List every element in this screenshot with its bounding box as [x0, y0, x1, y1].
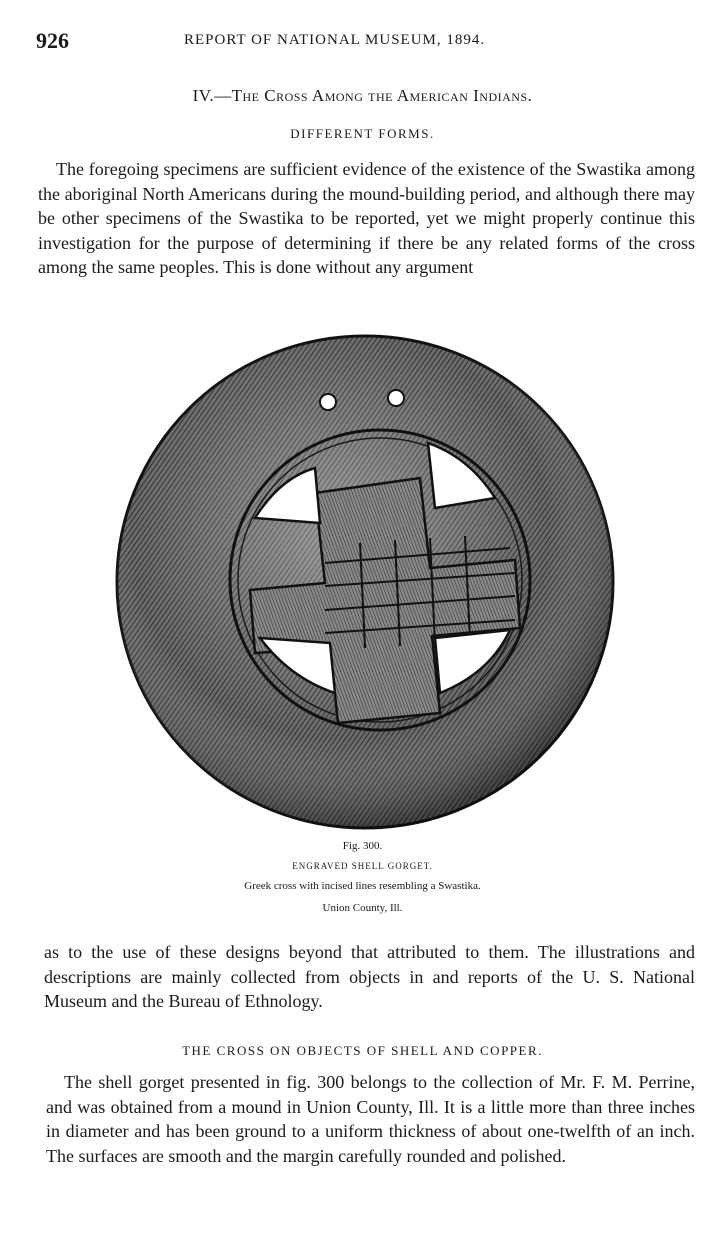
page-number: 926 — [36, 28, 69, 53]
paragraph-continuation: as to the use of these designs beyond that attributed to them. The illustrations and descriptions are mainly collected from objects in and reports of the U. S. National Museum and the Bureau of Ethnology. — [44, 942, 695, 1011]
figure-title: ENGRAVED SHELL GORGET. — [292, 861, 433, 871]
section-title: IV.—The Cross Among the American Indians. — [192, 86, 533, 105]
running-title: REPORT OF NATIONAL MUSEUM, 1894. — [184, 32, 486, 48]
subheading-shell-copper: THE CROSS ON OBJECTS OF SHELL AND COPPER. — [182, 1043, 543, 1058]
suspension-hole-left — [320, 394, 336, 410]
figure-description: Greek cross with incised lines resembling a Swastika. — [244, 880, 481, 892]
gorget-engraving — [110, 328, 630, 838]
shell-gorget-illustration — [110, 328, 630, 838]
figure-location: Union County, Ill. — [322, 902, 403, 914]
figure-number: Fig. 300. — [342, 840, 383, 852]
running-head — [36, 28, 696, 54]
paragraph-intro: The foregoing specimens are sufficient evidence of the existence of the Swastika among the aboriginal North Americans during the mound-building period, and although there may be other specimens of the Swastika to be reported, yet we might properly continue this investigation for the purpose of determining if there be any related forms of the cross among the same peoples. This is done without any argument — [38, 159, 695, 277]
suspension-hole-right — [388, 390, 404, 406]
paragraph-shell-gorget: The shell gorget presented in fig. 300 belongs to the collection of Mr. F. M. Perrine, and was obtained from a mound in Union County, Ill. It is a little more than three inches in diameter and has been ground to a uniform thickness of about one-twelfth of an inch. The surfaces are smooth and the margin carefully rounded and polished. — [46, 1072, 695, 1166]
subheading-different-forms: DIFFERENT FORMS. — [290, 126, 435, 141]
